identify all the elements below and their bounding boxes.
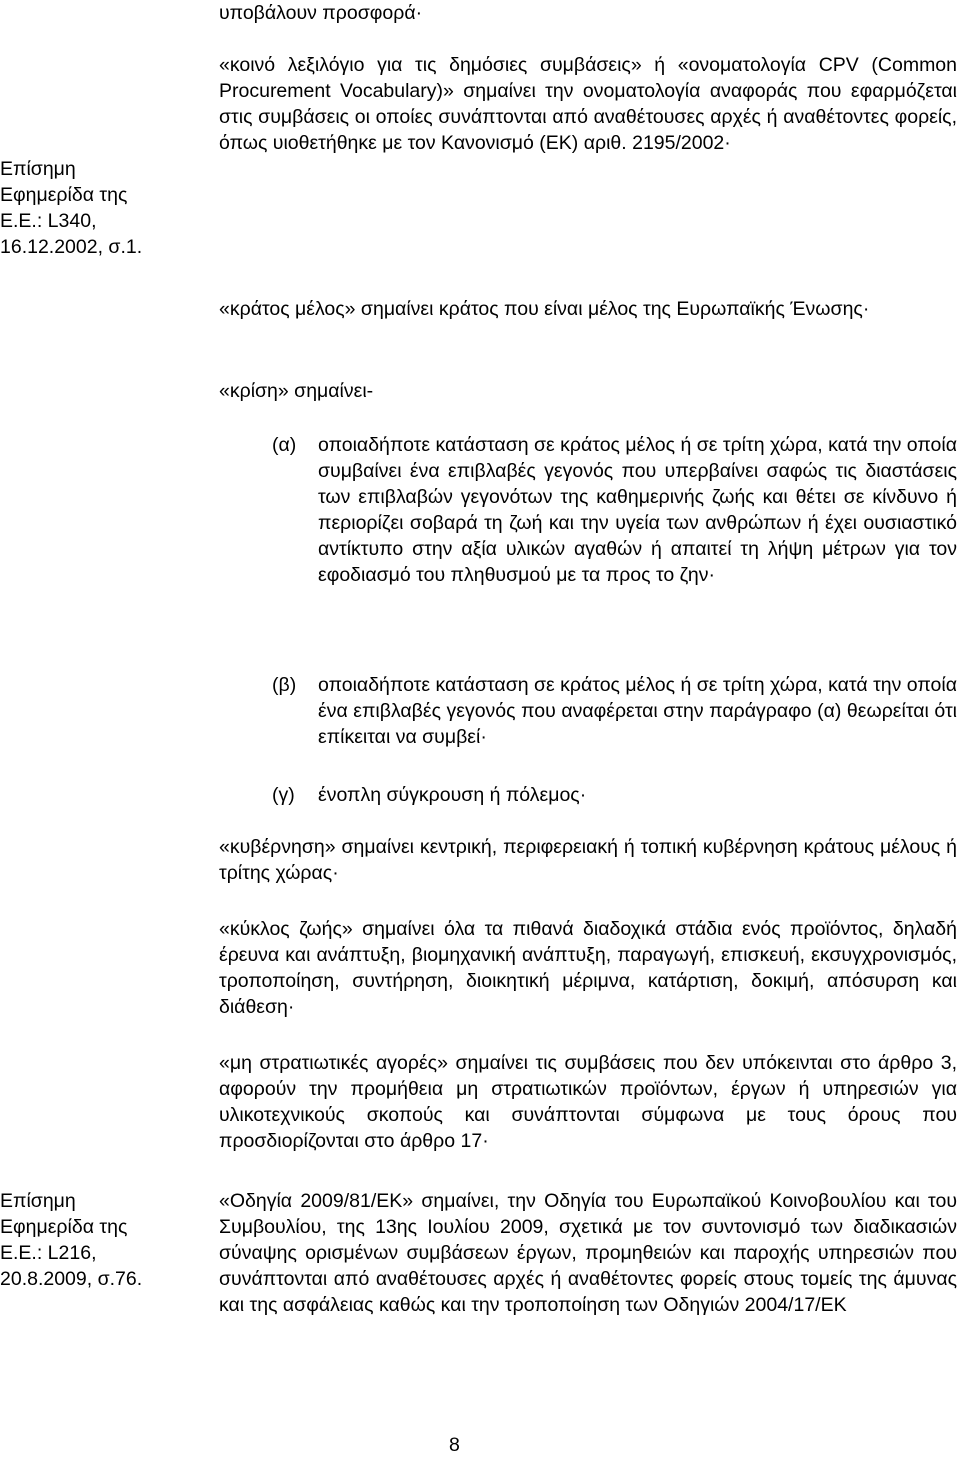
paragraph-fragment: υποβάλουν προσφορά· — [219, 2, 423, 24]
definition-non-military: «μη στρατιωτικές αγορές» σημαίνει τις συμβάσεις που δεν υπόκεινται στο άρθρο 3, αφορούν την προμήθεια μη στρατιωτικών προϊόντων, έργων ή υπηρεσιών για υλικοτεχνικούς σκοπούς και συνάπτονται σύμφωνα με τους όρους που προσδιορίζονται στο άρθρο 17· — [219, 1052, 957, 1152]
margin-note-line: 16.12.2002, σ.1. — [0, 236, 143, 258]
crisis-item-label: (γ) — [272, 784, 295, 806]
margin-note-line: Επίσημη — [0, 1190, 76, 1212]
margin-note-line: 20.8.2009, σ.76. — [0, 1268, 143, 1290]
definition-member-state: «κράτος μέλος» σημαίνει κράτος που είναι μέλος της Ευρωπαϊκής Ένωσης· — [219, 298, 870, 320]
page-number: 8 — [449, 1434, 460, 1456]
crisis-item-label: (α) — [272, 434, 297, 456]
crisis-item-label: (β) — [272, 674, 297, 696]
margin-note-oj-l340 — [0, 156, 200, 260]
definition-crisis-intro: «κρίση» σημαίνει- — [219, 380, 374, 402]
margin-note-line: Εφημερίδα της — [0, 1216, 128, 1238]
margin-note-line: Ε.Ε.: L340, — [0, 210, 97, 232]
definition-directive: «Οδηγία 2009/81/ΕΚ» σημαίνει, την Οδηγία του Ευρωπαϊκού Κοινοβουλίου και του Συμβουλίου, της 13ης Ιουλίου 2009, σχετικά με τον συντονισμό των διαδικασιών σύναψης ορισμένων συμβάσεων έργων, προμηθειών και παροχής υπηρεσιών που συνάπτονται από αναθέτουσες αρχές ή αναθέτοντες φορείς στους τομείς της άμυνας και της ασφάλειας καθώς και την τροποποίηση των Οδηγιών 2004/17/ΕΚ — [219, 1190, 957, 1316]
crisis-item-text: ένοπλη σύγκρουση ή πόλεμος· — [318, 784, 587, 806]
definition-cpv: «κοινό λεξιλόγιο για τις δημόσιες συμβάσεις» ή «ονοματολογία CPV (Common Procurement Vocabulary)» σημαίνει την ονοματολογία αναφοράς που εφαρμόζεται στις συμβάσεις οι οποίες συνάπτονται από αναθέτουσες αρχές ή αναθέτοντες φορείς, όπως υιοθετήθηκε με τον Κανονισμό (ΕΚ) αριθ. 2195/2002· — [219, 54, 957, 154]
margin-note-line: Εφημερίδα της — [0, 184, 128, 206]
crisis-item-text: οποιαδήποτε κατάσταση σε κράτος μέλος ή σε τρίτη χώρα, κατά την οποία ένα επιβλαβές γεγονός που αναφέρεται στην παράγραφο (α) θεωρείται ότι επίκειται να συμβεί· — [318, 674, 957, 748]
margin-note-line: Ε.Ε.: L216, — [0, 1242, 97, 1264]
crisis-item-text: οποιαδήποτε κατάσταση σε κράτος μέλος ή σε τρίτη χώρα, κατά την οποία συμβαίνει ένα επιβλαβές γεγονός που υπερβαίνει σαφώς τις διαστάσεις των επιβλαβών γεγονότων της καθημερινής ζωής και θέτει σε κίνδυνο ή περιορίζει σοβαρά τη ζωή και την υγεία των ανθρώπων ή έχει ουσιαστικό αντίκτυπο στην αξία υλικών αγαθών ή απαιτεί τη λήψη μέτρων για τον εφοδιασμό του πληθυσμού με τα προς το ζην· — [318, 434, 957, 586]
definition-government: «κυβέρνηση» σημαίνει κεντρική, περιφερειακή ή τοπική κυβέρνηση κράτους μέλους ή τρίτης χώρας· — [219, 836, 957, 884]
margin-note-oj-l216 — [0, 1188, 200, 1292]
margin-note-line: Επίσημη — [0, 158, 76, 180]
definition-life-cycle: «κύκλος ζωής» σημαίνει όλα τα πιθανά διαδοχικά στάδια ενός προϊόντος, δηλαδή έρευνα και ανάπτυξη, βιομηχανική ανάπτυξη, παραγωγή, επισκευή, εκσυγχρονισμός, τροποποίηση, συντήρηση, διοικητική μέριμνα, κατάρτιση, δοκιμή, απόσυρση και διάθεση· — [219, 918, 957, 1018]
